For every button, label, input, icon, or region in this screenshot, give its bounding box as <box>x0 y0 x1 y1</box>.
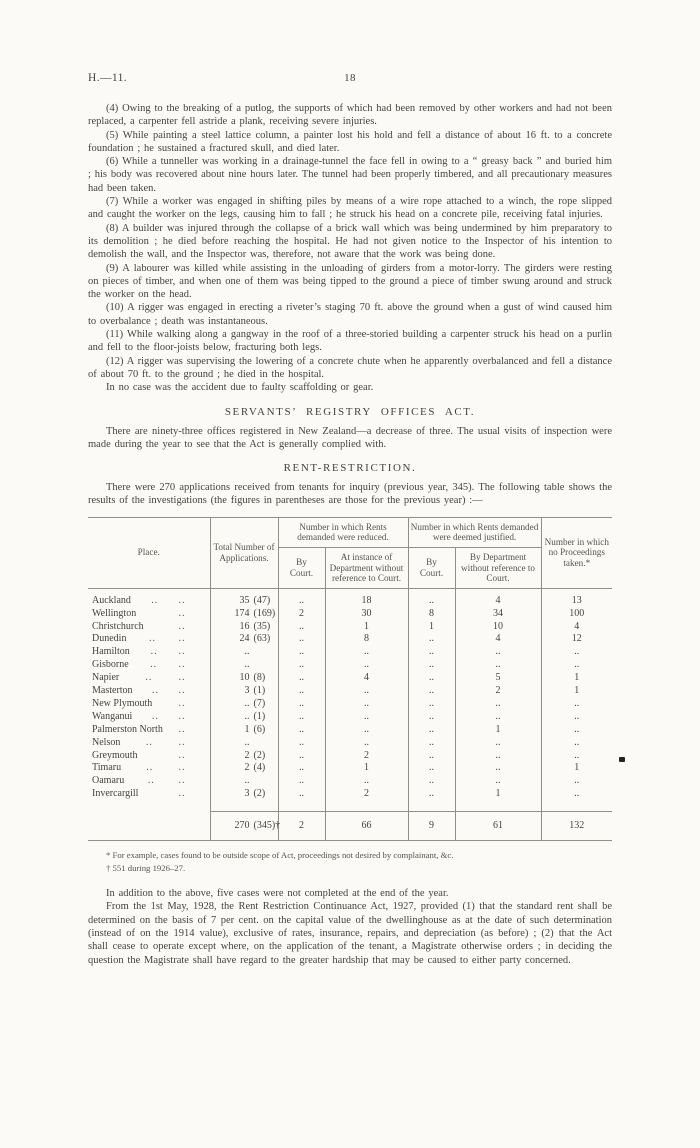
totals-reduced-by-department: 66 <box>325 812 408 841</box>
applications-cell <box>210 737 278 750</box>
place-flex <box>90 621 208 634</box>
place-name: Greymouth <box>92 749 138 761</box>
table-row <box>88 685 612 698</box>
leader-dots: .. <box>148 633 156 645</box>
applications-current: 1 <box>244 723 250 735</box>
no-proceedings-cell: .. <box>541 659 612 672</box>
no-proceedings-cell: .. <box>541 737 612 750</box>
applications-previous: (8) <box>253 672 266 684</box>
applications-previous: (63) <box>253 633 271 645</box>
applications-current: 3 <box>244 788 250 800</box>
closing-section <box>88 887 612 967</box>
reduced-by-department-cell: 8 <box>325 633 408 646</box>
justified-by-department-cell: .. <box>455 698 541 711</box>
applications-previous: (1) <box>253 710 266 722</box>
justified-by-department-cell: 34 <box>455 608 541 621</box>
page-number: 18 <box>344 72 356 84</box>
column-header-reduced-by-department: At instance of Department without reference to Court. <box>325 547 408 588</box>
justified-by-department-cell: .. <box>455 659 541 672</box>
column-header-justified-by-court-label: By Court. <box>419 557 444 578</box>
no-proceedings-cell: .. <box>541 788 612 811</box>
group-header-rents-justified: Number in which Rents demanded were deemed justified. <box>408 517 541 547</box>
accident-paragraph-8: (8) A builder was injured through the collapse of a brick wall which was being undermined by him preparatory to its demolition ; he died before reaching the hospital. He had not given notice to the Inspector of his intention to demolish the wall, and the Inspector was, therefore, not aware that the work was being done. <box>88 222 612 261</box>
place-cell <box>88 724 210 737</box>
reduced-by-court-cell: .. <box>278 646 325 659</box>
justified-by-department-cell: .. <box>455 737 541 750</box>
place-cell <box>88 633 210 646</box>
place-cell <box>88 737 210 750</box>
no-proceedings-cell: 4 <box>541 621 612 634</box>
justified-by-department-cell: 5 <box>455 672 541 685</box>
applications-previous: (6) <box>253 723 266 735</box>
place-name: Oamaru <box>92 775 125 787</box>
justified-by-court-cell: 1 <box>408 621 455 634</box>
place-name: New Plymouth <box>92 697 153 709</box>
leader-dots: .. <box>178 775 186 787</box>
applications-current: 174 <box>234 607 250 619</box>
accidents-summary-line: In no case was the accident due to faulty scaffolding or gear. <box>106 382 374 394</box>
place-cell <box>88 775 210 788</box>
applications-current: 3 <box>244 685 250 697</box>
applications-cell <box>210 672 278 685</box>
place-cell <box>88 659 210 672</box>
reduced-by-department-cell: .. <box>325 698 408 711</box>
table-body <box>88 588 612 812</box>
reduced-by-court-cell: .. <box>278 588 325 607</box>
reduced-by-court-cell: .. <box>278 737 325 750</box>
leader-dots: .. <box>178 594 186 606</box>
applications-previous: (2) <box>253 788 266 800</box>
justified-by-department-cell: 1 <box>455 724 541 737</box>
place-cell <box>88 788 210 811</box>
place-flex <box>90 633 208 646</box>
leader-dots: .. <box>178 697 186 709</box>
place-name: Auckland <box>92 594 131 606</box>
place-name: Wellington <box>92 607 137 619</box>
closing-paragraph-1: In addition to the above, five cases were not completed at the end of the year. <box>106 888 449 900</box>
place-name: Napier <box>92 672 120 684</box>
leader-dots: .. <box>178 646 186 658</box>
applications-cell <box>210 608 278 621</box>
page-header <box>88 72 612 84</box>
applications-current: .. <box>244 697 250 709</box>
reduced-by-department-cell: 30 <box>325 608 408 621</box>
no-proceedings-cell: .. <box>541 698 612 711</box>
no-proceedings-cell: 1 <box>541 672 612 685</box>
table-row <box>88 711 612 724</box>
reduced-by-court-cell: .. <box>278 788 325 811</box>
reduced-by-department-cell: 1 <box>325 621 408 634</box>
place-flex <box>90 672 208 685</box>
reduced-by-department-cell: .. <box>325 775 408 788</box>
no-proceedings-cell: 13 <box>541 588 612 607</box>
reduced-by-department-cell: .. <box>325 659 408 672</box>
totals-place-cell <box>88 812 210 841</box>
applications-cell <box>210 659 278 672</box>
reduced-by-court-cell: .. <box>278 672 325 685</box>
applications-cell <box>210 724 278 737</box>
place-name: Timaru <box>92 762 122 774</box>
place-flex <box>90 595 208 608</box>
applications-cell <box>210 775 278 788</box>
applications-cell <box>210 750 278 763</box>
column-header-justified-by-department: By Department without reference to Court. <box>455 547 541 588</box>
place-flex <box>90 788 208 801</box>
applications-current: 2 <box>244 749 250 761</box>
leader-dots: .. <box>178 607 186 619</box>
applications-previous: (169) <box>253 607 276 619</box>
leader-dots: .. <box>146 762 154 774</box>
applications-current: .. <box>244 736 250 748</box>
reduced-by-department-cell: 1 <box>325 762 408 775</box>
totals-applications-current: 270 <box>234 820 250 832</box>
totals-row <box>88 812 612 841</box>
column-header-justified-by-court <box>408 547 455 588</box>
reduced-by-court-cell: 2 <box>278 608 325 621</box>
leader-dots: .. <box>178 620 186 632</box>
reduced-by-court-cell: .. <box>278 750 325 763</box>
table-row <box>88 775 612 788</box>
place-name: Invercargill <box>92 788 139 800</box>
applications-current: .. <box>244 646 250 658</box>
applications-current: 10 <box>239 672 250 684</box>
footnote-asterisk: * For example, cases found to be outside scope of Act, proceedings not desired by complainant, &c. <box>106 850 454 861</box>
footnote-dagger: † 551 during 1926–27. <box>106 862 186 873</box>
apps-flex <box>213 633 276 646</box>
place-flex <box>90 685 208 698</box>
accident-paragraph-12: (12) A rigger was supervising the lowering of a concrete chute when he apparently overbalanced and fell a distance of about 70 ft. to the ground ; he died in the hospital. <box>88 355 612 380</box>
column-header-no-proceedings: Number in which no Proceedings taken.* <box>541 517 612 588</box>
place-cell <box>88 621 210 634</box>
place-flex <box>90 737 208 750</box>
place-cell <box>88 685 210 698</box>
applications-current: 35 <box>239 594 250 606</box>
rent-investigations-table <box>88 517 612 841</box>
applications-cell <box>210 698 278 711</box>
accident-paragraph-5: (5) While painting a steel lattice column, a painter lost his hold and fell a distance of about 16 ft. to a concrete foundation ; he sustained a fractured skull, and died later. <box>88 129 612 154</box>
justified-by-court-cell: .. <box>408 737 455 750</box>
totals-applications-previous: (345)† <box>253 820 281 832</box>
place-cell <box>88 588 210 607</box>
place-cell <box>88 711 210 724</box>
applications-previous: (2) <box>253 749 266 761</box>
table-row <box>88 788 612 811</box>
place-flex <box>90 711 208 724</box>
apps-flex <box>213 750 276 763</box>
leader-dots: .. <box>178 736 186 748</box>
applications-previous: (7) <box>253 697 266 709</box>
no-proceedings-cell: .. <box>541 775 612 788</box>
leader-dots: .. <box>152 685 160 697</box>
applications-previous: (4) <box>253 762 266 774</box>
justified-by-court-cell: .. <box>408 588 455 607</box>
totals-no-proceedings: 132 <box>541 812 612 841</box>
ink-blot <box>619 757 625 762</box>
place-name: Wanganui <box>92 710 133 722</box>
reduced-by-court-cell: .. <box>278 762 325 775</box>
apps-flex <box>213 788 276 801</box>
applications-current: 16 <box>239 620 250 632</box>
totals-applications-cell <box>210 812 281 841</box>
place-flex <box>90 750 208 763</box>
apps-flex <box>213 646 276 659</box>
leader-dots: .. <box>178 633 186 645</box>
leader-dots: .. <box>178 749 186 761</box>
leader-dots: .. <box>178 659 186 671</box>
totals-justified-by-department: 61 <box>455 812 541 841</box>
justified-by-department-cell: .. <box>455 775 541 788</box>
applications-current: 24 <box>239 633 250 645</box>
no-proceedings-cell: .. <box>541 646 612 659</box>
apps-flex <box>213 659 276 672</box>
justified-by-court-cell: .. <box>408 659 455 672</box>
table-row <box>88 762 612 775</box>
place-name: Hamilton <box>92 646 130 658</box>
justified-by-court-cell: .. <box>408 724 455 737</box>
apps-flex <box>213 737 276 750</box>
reduced-by-court-cell: .. <box>278 621 325 634</box>
justified-by-court-cell: .. <box>408 762 455 775</box>
leader-dots: .. <box>178 788 186 800</box>
place-name: Dunedin <box>92 633 127 645</box>
accidents-section <box>88 102 612 395</box>
table-row <box>88 659 612 672</box>
table-row <box>88 588 612 607</box>
reduced-by-department-cell: 2 <box>325 788 408 811</box>
place-flex <box>90 762 208 775</box>
leader-dots: .. <box>178 685 186 697</box>
applications-cell <box>210 711 278 724</box>
reduced-by-department-cell: 2 <box>325 750 408 763</box>
accident-paragraph-7: (7) While a worker was engaged in shifting piles by means of a wire rope attached to a winch, the rope slipped and caught the worker on the legs, causing him to fall ; he struck his head on a concrete pile, receiving fatal injuries. <box>88 196 612 221</box>
reduced-by-department-cell: .. <box>325 685 408 698</box>
reduced-by-department-cell: 18 <box>325 588 408 607</box>
table-row <box>88 646 612 659</box>
applications-current: .. <box>244 659 250 671</box>
applications-previous: (47) <box>253 594 271 606</box>
table-row <box>88 724 612 737</box>
reduced-by-court-cell: .. <box>278 724 325 737</box>
apps-flex <box>213 698 276 711</box>
table-row <box>88 608 612 621</box>
place-name: Christchurch <box>92 620 144 632</box>
leader-dots: .. <box>145 672 153 684</box>
reduced-by-court-cell: .. <box>278 659 325 672</box>
apps-flex <box>213 762 276 775</box>
leader-dots: .. <box>178 762 186 774</box>
place-cell <box>88 762 210 775</box>
place-flex <box>90 724 208 737</box>
leader-dots: .. <box>178 672 186 684</box>
place-name: Gisborne <box>92 659 129 671</box>
column-header-place: Place. <box>88 517 210 588</box>
servants-registry-paragraph: There are ninety-three offices registered in New Zealand—a decrease of three. The usual visits of inspection were made during the year to see that the Act is generally complied with. <box>88 425 612 450</box>
justified-by-department-cell: 4 <box>455 588 541 607</box>
justified-by-court-cell: .. <box>408 633 455 646</box>
place-name: Masterton <box>92 685 133 697</box>
place-name: Palmerston North <box>92 723 163 735</box>
applications-cell <box>210 685 278 698</box>
table-row <box>88 698 612 711</box>
place-flex <box>90 698 208 711</box>
applications-current: .. <box>244 710 250 722</box>
justified-by-court-cell: .. <box>408 646 455 659</box>
totals-reduced-by-court: 2 <box>278 812 325 841</box>
justified-by-court-cell: .. <box>408 672 455 685</box>
reduced-by-court-cell: .. <box>278 633 325 646</box>
applications-current: 2 <box>244 762 250 774</box>
apps-flex <box>213 672 276 685</box>
apps-flex <box>213 621 276 634</box>
no-proceedings-cell: 1 <box>541 685 612 698</box>
place-flex <box>90 775 208 788</box>
table-row <box>88 672 612 685</box>
no-proceedings-cell: .. <box>541 711 612 724</box>
accident-paragraph-9: (9) A labourer was killed while assisting in the unloading of girders from a motor-lorry. The girders were resting on pieces of timber, and when one of them was being tipped to the ground a piece of timber swung around and struck the worker on the head. <box>88 262 612 301</box>
justified-by-department-cell: .. <box>455 750 541 763</box>
accident-paragraph-6: (6) While a tunneller was working in a drainage-tunnel the face fell in owing to a “ greasy back ” and buried him ; his body was recovered about nine hours later. The tunnel had been properly timbered, and all precautionary measures had been taken. <box>88 156 612 194</box>
no-proceedings-cell: 12 <box>541 633 612 646</box>
reduced-by-court-cell: .. <box>278 711 325 724</box>
justified-by-court-cell: .. <box>408 685 455 698</box>
accident-paragraph-10: (10) A rigger was engaged in erecting a riveter’s staging 70 ft. above the ground when a gust of wind caused him to overbalance ; death was instantaneous. <box>88 302 612 327</box>
reduced-by-department-cell: .. <box>325 737 408 750</box>
place-cell <box>88 698 210 711</box>
reduced-by-court-cell: .. <box>278 698 325 711</box>
justified-by-department-cell: .. <box>455 646 541 659</box>
place-flex <box>90 608 208 621</box>
leader-dots: .. <box>151 594 159 606</box>
closing-paragraph-2: From the 1st May, 1928, the Rent Restriction Continuance Act, 1927, provided (1) that the standard rent shall be determined on the basis of 7 per cent. on the capital value of the dwellinghouse as at the date of such determination (instead of on the 1914 value), exclusive of rates, insurance, repairs, and depreciation (as before) ; (2) that the Act shall cease to operate except where, on the application of the tenant, a Magistrate otherwise orders ; in deciding the question the Magistrate shall have regard to the greater hardship that may be caused to either party concerned. <box>88 901 612 966</box>
reduced-by-department-cell: .. <box>325 711 408 724</box>
justified-by-court-cell: .. <box>408 750 455 763</box>
place-flex <box>90 646 208 659</box>
leader-dots: .. <box>150 659 158 671</box>
place-cell <box>88 750 210 763</box>
no-proceedings-cell: 1 <box>541 762 612 775</box>
leader-dots: .. <box>151 710 159 722</box>
reduced-by-department-cell: .. <box>325 646 408 659</box>
no-proceedings-cell: .. <box>541 724 612 737</box>
table-footnotes <box>88 850 612 874</box>
servants-registry-heading: SERVANTS’ REGISTRY OFFICES ACT. <box>224 405 476 418</box>
no-proceedings-cell: 100 <box>541 608 612 621</box>
place-cell <box>88 672 210 685</box>
group-header-rents-reduced: Number in which Rents demanded were reduced. <box>278 517 408 547</box>
accident-paragraph-11: (11) While walking along a gangway in the roof of a three-storied building a carpenter struck his head on a purlin and fell to the floor-joists below, fracturing both legs. <box>88 329 612 354</box>
apps-flex <box>213 724 276 737</box>
justified-by-court-cell: .. <box>408 698 455 711</box>
reduced-by-court-cell: .. <box>278 775 325 788</box>
applications-cell <box>210 646 278 659</box>
table-row <box>88 750 612 763</box>
column-header-total-applications: Total Number of Applications. <box>210 517 278 588</box>
apps-flex <box>213 711 276 724</box>
rent-restriction-heading: RENT-RESTRICTION. <box>283 462 417 475</box>
reduced-by-court-cell: .. <box>278 685 325 698</box>
totals-justified-by-court: 9 <box>408 812 455 841</box>
apps-flex <box>213 775 276 788</box>
justified-by-department-cell: 10 <box>455 621 541 634</box>
reduced-by-department-cell: 4 <box>325 672 408 685</box>
applications-previous: (1) <box>253 685 266 697</box>
accident-paragraph-4: (4) Owing to the breaking of a putlog, the supports of which had been removed by other workers and had not been replaced, a carpenter fell astride a plank, receiving severe injuries. <box>88 103 612 128</box>
applications-cell <box>210 788 278 811</box>
applications-cell <box>210 621 278 634</box>
place-cell <box>88 608 210 621</box>
applications-previous: (35) <box>253 620 271 632</box>
leader-dots: .. <box>147 775 155 787</box>
justified-by-court-cell: 8 <box>408 608 455 621</box>
applications-cell <box>210 588 278 607</box>
table-footer <box>88 812 612 841</box>
apps-flex <box>213 595 276 608</box>
leader-dots: .. <box>150 646 158 658</box>
column-header-reduced-by-court-label: By Court. <box>289 557 314 578</box>
table-row <box>88 621 612 634</box>
leader-dots: .. <box>178 710 186 722</box>
no-proceedings-cell: .. <box>541 750 612 763</box>
table-row <box>88 737 612 750</box>
applications-cell <box>210 633 278 646</box>
leader-dots: .. <box>178 723 186 735</box>
reduced-by-department-cell: .. <box>325 724 408 737</box>
apps-flex <box>213 685 276 698</box>
justified-by-department-cell: .. <box>455 762 541 775</box>
leader-dots: .. <box>145 736 153 748</box>
rent-restriction-intro: There were 270 applications received from tenants for inquiry (previous year, 345). The following table shows the results of the investigations (the figures in parentheses are those for the previous year) :— <box>88 482 612 507</box>
justified-by-department-cell: 1 <box>455 788 541 811</box>
justified-by-court-cell: .. <box>408 788 455 811</box>
justified-by-department-cell: 4 <box>455 633 541 646</box>
justified-by-department-cell: .. <box>455 711 541 724</box>
apps-flex <box>213 608 276 621</box>
doc-reference: H.—11. <box>88 72 128 84</box>
justified-by-court-cell: .. <box>408 775 455 788</box>
justified-by-department-cell: 2 <box>455 685 541 698</box>
applications-cell <box>210 762 278 775</box>
justified-by-court-cell: .. <box>408 711 455 724</box>
place-cell <box>88 646 210 659</box>
column-header-reduced-by-court <box>278 547 325 588</box>
table-header <box>88 517 612 588</box>
place-name: Nelson <box>92 736 121 748</box>
applications-current: .. <box>244 775 250 787</box>
table-row <box>88 633 612 646</box>
place-flex <box>90 659 208 672</box>
